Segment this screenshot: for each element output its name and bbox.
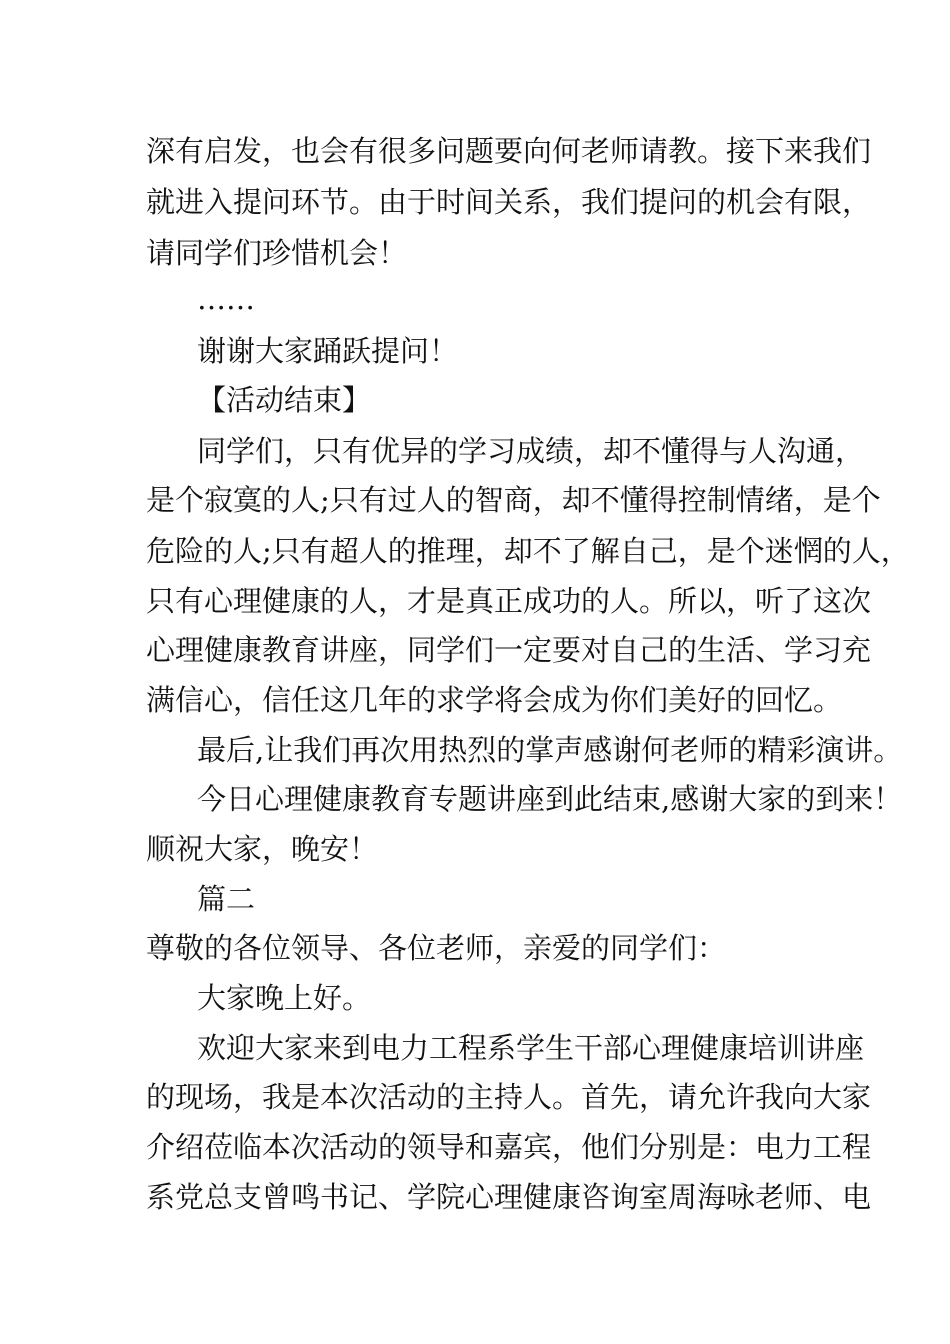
salutation: 尊敬的各位领导、各位老师，亲爱的同学们： — [146, 931, 727, 965]
text-line: 顺祝大家，晚安！ — [146, 832, 379, 866]
text-line: 只有心理健康的人，才是真正成功的人。所以，听了这次 — [146, 584, 872, 618]
ellipsis-line: …… — [197, 282, 255, 316]
text-line: 谢谢大家踊跃提问！ — [197, 334, 459, 368]
paragraph-start: 同学们，只有优异的学习成绩，却不懂得与人沟通， — [197, 434, 865, 468]
paragraph-start: 今日心理健康教育专题讲座到此结束,感谢大家的到来！ — [197, 782, 903, 816]
text-line: 请同学们珍惜机会！ — [146, 236, 408, 270]
text-line: 满信心，信任这几年的求学将会成为你们美好的回忆。 — [146, 683, 843, 717]
text-line: 危险的人;只有超人的推理，却不了解自己，是个迷惘的人， — [146, 534, 910, 568]
greeting: 大家晚上好。 — [197, 981, 372, 1015]
text-line: 就进入提问环节。由于时间关系，我们提问的机会有限， — [146, 185, 872, 219]
paragraph-start: 最后,让我们再次用热烈的掌声感谢何老师的精彩演讲。 — [197, 733, 903, 767]
section-heading: 【活动结束】 — [197, 383, 372, 417]
paragraph-start: 欢迎大家来到电力工程系学生干部心理健康培训讲座 — [197, 1031, 865, 1065]
text-line: 心理健康教育讲座，同学们一定要对自己的生活、学习充 — [146, 633, 872, 667]
section-title: 篇二 — [197, 882, 256, 916]
text-line: 介绍莅临本次活动的领导和嘉宾，他们分别是：电力工程 — [146, 1130, 872, 1164]
text-line: 深有启发，也会有很多问题要向何老师请教。接下来我们 — [146, 134, 872, 168]
text-line: 的现场，我是本次活动的主持人。首先，请允许我向大家 — [146, 1080, 872, 1114]
text-line: 系党总支曾鸣书记、学院心理健康咨询室周海咏老师、电 — [146, 1180, 872, 1214]
text-line: 是个寂寞的人;只有过人的智商，却不懂得控制情绪，是个 — [146, 483, 881, 517]
